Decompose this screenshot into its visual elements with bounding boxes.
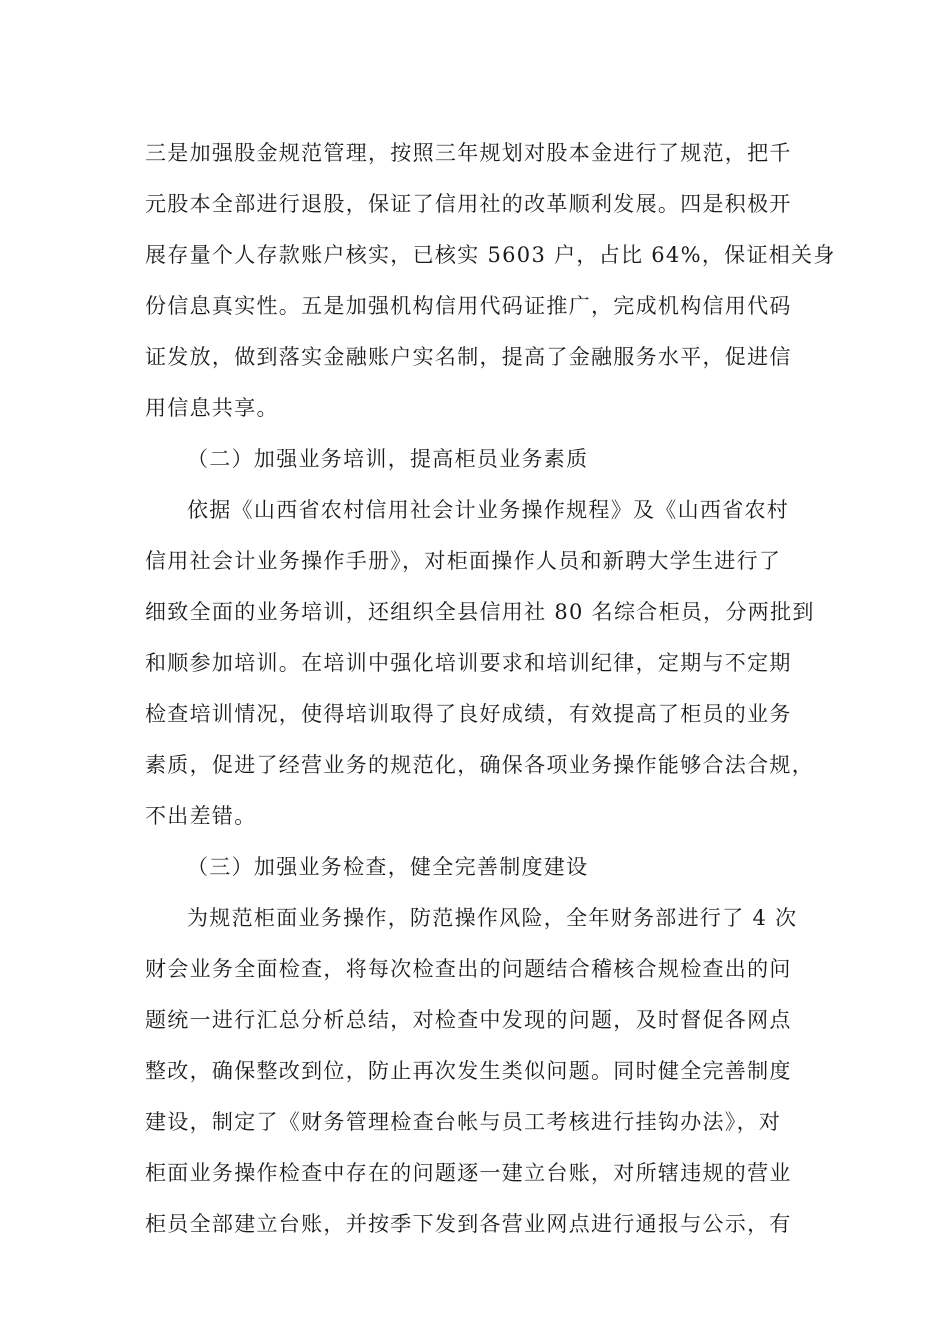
text-line: 细致全面的业务培训，还组织全县信用社 80 名综合柜员，分两批到	[145, 600, 815, 624]
document-body	[145, 128, 836, 1250]
text-line: 为规范柜面业务操作，防范操作风险，全年财务部进行了 4 次	[187, 906, 798, 930]
text-line: 证发放，做到落实金融账户实名制，提高了金融服务水平，促进信	[145, 345, 792, 369]
text-line: 柜面业务操作检查中存在的问题逐一建立台账，对所辖违规的营业	[145, 1161, 792, 1185]
section-heading-training: （二）加强业务培训，提高柜员业务素质	[187, 447, 589, 471]
text-line: 财会业务全面检查，将每次检查出的问题结合稽核合规检查出的问	[145, 957, 792, 981]
section-heading-inspection: （三）加强业务检查，健全完善制度建设	[187, 855, 589, 879]
text-line: 份信息真实性。五是加强机构信用代码证推广，完成机构信用代码	[145, 294, 792, 318]
text-line: 检查培训情况，使得培训取得了良好成绩，有效提高了柜员的业务	[145, 702, 792, 726]
text-line: 展存量个人存款账户核实，已核实 5603 户，占比 64%，保证相关身	[145, 243, 836, 267]
text-line: 不出差错。	[145, 804, 257, 828]
text-line: 和顺参加培训。在培训中强化培训要求和培训纪律，定期与不定期	[145, 651, 792, 675]
text-line: 整改，确保整改到位，防止再次发生类似问题。同时健全完善制度	[145, 1059, 792, 1083]
text-line: 用信息共享。	[145, 396, 279, 420]
text-line: 依据《山西省农村信用社会计业务操作规程》及《山西省农村	[187, 498, 790, 522]
paragraph-inspection	[145, 893, 805, 1250]
paragraph-equity-management	[145, 128, 836, 434]
text-line: 柜员全部建立台账，并按季下发到各营业网点进行通报与公示，有	[145, 1212, 792, 1236]
paragraph-training	[145, 485, 815, 842]
text-line: 题统一进行汇总分析总结，对检查中发现的问题，及时督促各网点	[145, 1008, 792, 1032]
text-line: 建设，制定了《财务管理检查台帐与员工考核进行挂钩办法》，对	[145, 1110, 782, 1134]
text-line: 元股本全部进行退股，保证了信用社的改革顺利发展。四是积极开	[145, 192, 792, 216]
text-line: 三是加强股金规范管理，按照三年规划对股本金进行了规范，把千	[145, 141, 792, 165]
text-line: 素质，促进了经营业务的规范化，确保各项业务操作能够合法合规，	[145, 753, 814, 777]
text-line: 信用社会计业务操作手册》，对柜面操作人员和新聘大学生进行了	[145, 549, 782, 573]
